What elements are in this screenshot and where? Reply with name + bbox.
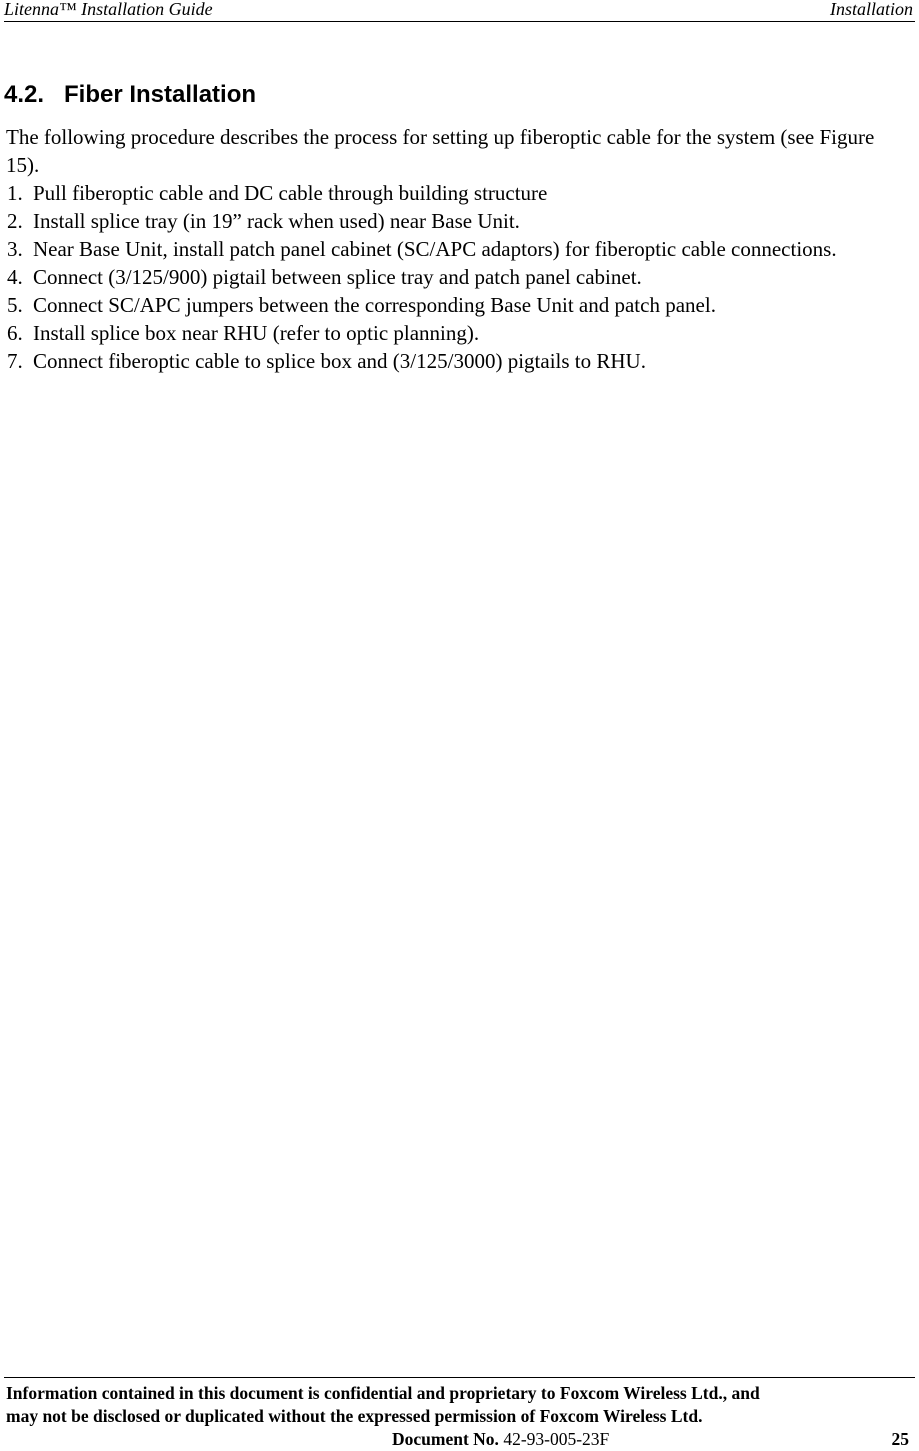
step-text: Near Base Unit, install patch panel cabinet (SC/APC adaptors) for fiberoptic cable connections. <box>33 237 837 261</box>
intro-paragraph: The following procedure describes the process for setting up fiberoptic cable for the system (see Figure 15). <box>6 125 875 177</box>
step-text: Install splice box near RHU (refer to optic planning). <box>33 321 480 345</box>
procedure-step <box>6 319 911 347</box>
document-number-value: 42-93-005-23F <box>503 1429 610 1449</box>
section-title: Fiber Installation <box>64 81 257 108</box>
step-text: Pull fiberoptic cable and DC cable through building structure <box>33 181 548 205</box>
step-text: Install splice tray (in 19” rack when used) near Base Unit. <box>33 209 520 233</box>
confidentiality-notice <box>4 1378 915 1428</box>
header-document-title: Litenna™ Installation Guide <box>4 0 213 19</box>
running-header <box>4 0 915 22</box>
procedure-step <box>6 291 911 319</box>
step-number: 1. <box>7 181 23 205</box>
confidentiality-notice-line: Information contained in this document is confidential and proprietary to Foxcom Wireless Ltd., and <box>6 1383 760 1403</box>
procedure-steps <box>6 179 911 375</box>
document-number-label: Document No. <box>392 1429 499 1449</box>
section-number: 4.2. <box>4 81 45 108</box>
header-chapter-name: Installation <box>829 0 913 19</box>
step-number: 4. <box>7 265 23 289</box>
page-footer <box>4 1377 915 1451</box>
step-text: Connect (3/125/900) pigtail between splice tray and patch panel cabinet. <box>33 265 642 289</box>
procedure-step <box>6 235 911 263</box>
confidentiality-notice-line: may not be disclosed or duplicated without the expressed permission of Foxcom Wireless Ltd. <box>6 1406 703 1426</box>
step-number: 6. <box>7 321 23 345</box>
step-number: 5. <box>7 293 23 317</box>
section-heading <box>4 80 256 110</box>
step-number: 2. <box>7 209 23 233</box>
step-number: 7. <box>7 349 23 373</box>
step-text: Connect SC/APC jumpers between the corresponding Base Unit and patch panel. <box>33 293 716 317</box>
procedure-step <box>6 263 911 291</box>
page-number: 25 <box>891 1429 909 1449</box>
step-number: 3. <box>7 237 23 261</box>
procedure-step <box>6 207 911 235</box>
procedure-step <box>6 179 911 207</box>
procedure-step <box>6 347 911 375</box>
step-text: Connect fiberoptic cable to splice box and (3/125/3000) pigtails to RHU. <box>33 349 646 373</box>
